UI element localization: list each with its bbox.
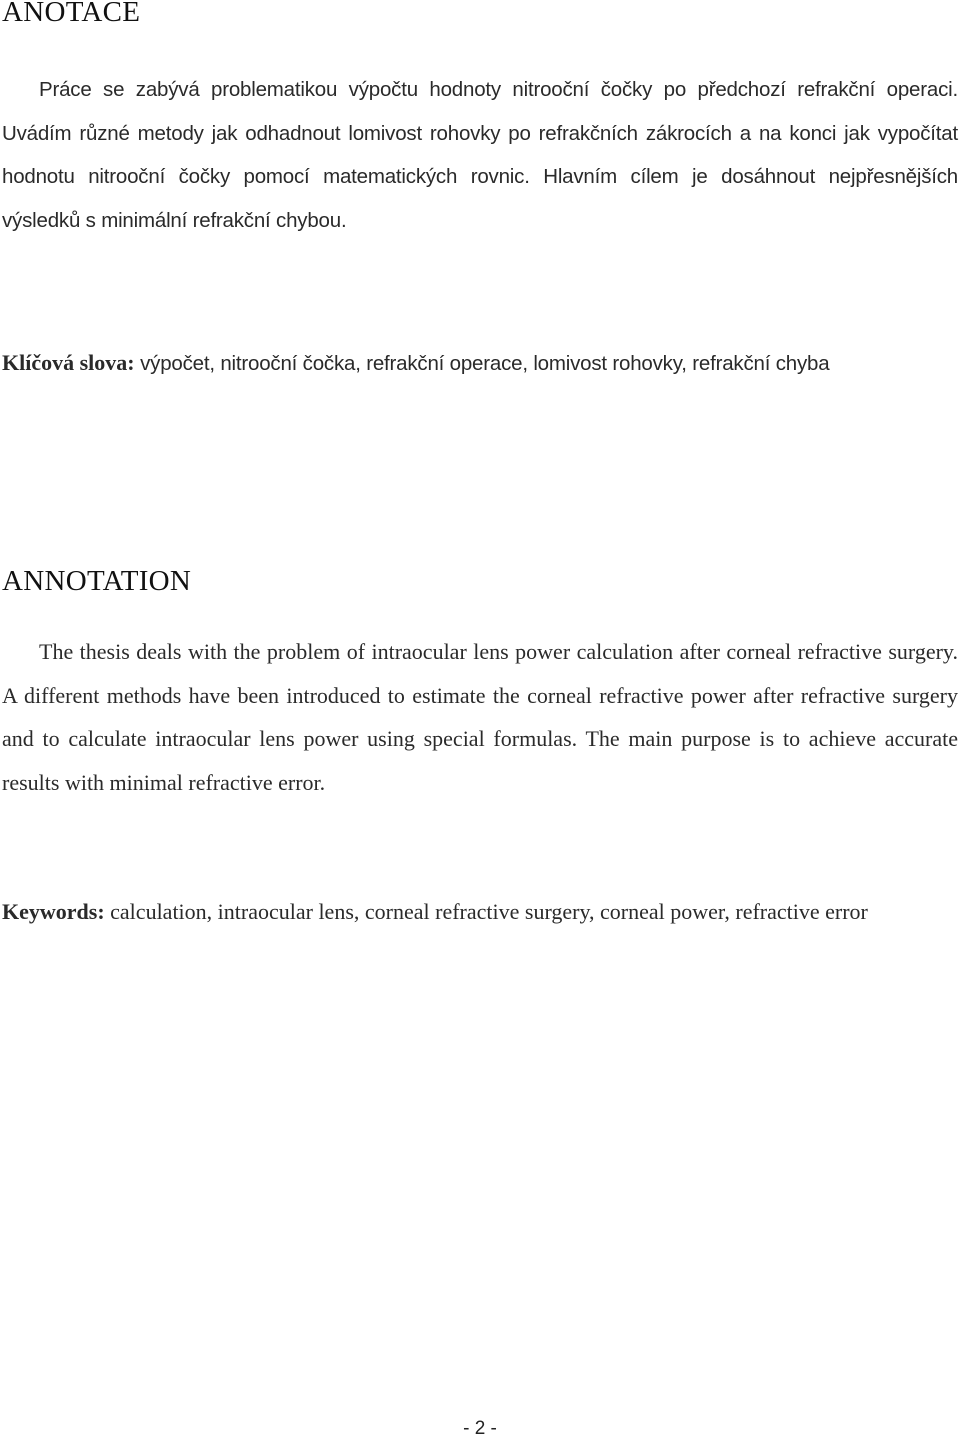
english-abstract-text: The thesis deals with the problem of intraocular lens power calculation after corneal refractive surgery. A different methods have been introduced to estimate the corneal refractive power after refractive surgery and to calculate intraocular lens power using special formulas. The main purpose is to achieve accurate results with minimal refractive error.	[2, 639, 958, 795]
english-keywords	[2, 890, 958, 934]
czech-keywords-label: Klíčová slova:	[2, 350, 135, 375]
czech-heading: ANOTACE	[2, 0, 141, 28]
czech-keywords-text: výpočet, nitrooční čočka, refrakční operace, lomivost rohovky, refrakční chyba	[134, 352, 830, 375]
english-keywords-label: Keywords:	[2, 899, 105, 924]
english-heading: ANNOTATION	[2, 565, 192, 597]
page-number: - 2 -	[463, 1418, 497, 1439]
czech-abstract	[2, 68, 958, 242]
czech-abstract-text: Práce se zabývá problematikou výpočtu hodnoty nitrooční čočky po předchozí refrakční operaci. Uvádím různé metody jak odhadnout lomivost rohovky po refrakčních zákrocích a na konci jak vypočítat hodnotu nitrooční čočky pomocí matematických rovnic. Hlavním cílem je dosáhnout nejpřesnějších výsledků s minimální refrakční chybou.	[2, 78, 958, 232]
english-abstract	[2, 630, 958, 804]
czech-keywords	[2, 341, 958, 386]
english-keywords-text: calculation, intraocular lens, corneal refractive surgery, corneal power, refractive error	[104, 899, 868, 924]
